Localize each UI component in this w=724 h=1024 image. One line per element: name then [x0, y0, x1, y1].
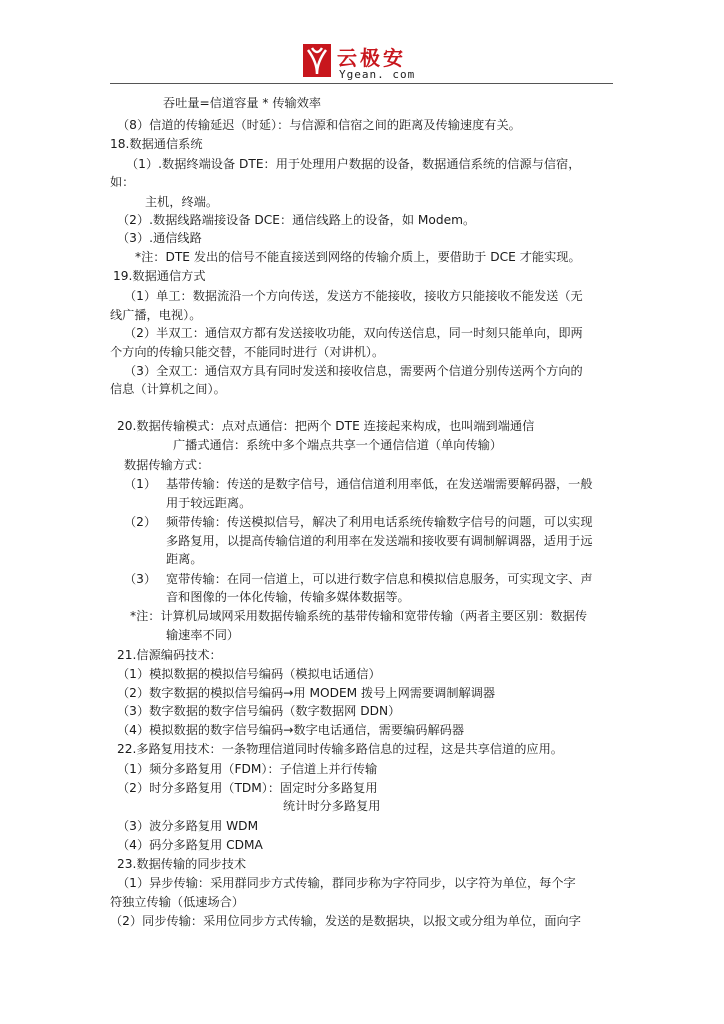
list-marker: （3）	[124, 572, 157, 586]
text-line: 输速率不同）	[166, 628, 240, 642]
header-logo	[303, 44, 433, 84]
text-line: 多路复用，以提高传输信道的利用率在发送端和接收要有调制解调器，适用于远	[166, 534, 593, 548]
text-line: 统计时分多路复用	[283, 799, 381, 813]
text-line: （1）异步传输：采用群同步方式传输，群同步称为字符同步，以字符为单位，每个字	[117, 876, 576, 890]
text-line: （1）模拟数据的模拟信号编码（模拟电话通信）	[117, 667, 381, 681]
header-rule	[110, 83, 613, 84]
list-marker: （1）	[124, 477, 157, 491]
list-marker: （2）	[124, 515, 157, 529]
text-line: （1）.数据终端设备 DTE：用于处理用户数据的设备，数据通信系统的信源与信宿，	[126, 157, 581, 171]
text-line: （2）半双工：通信双方都有发送接收功能，双向传送信息，同一时刻只能单向，即两	[124, 326, 583, 340]
text-line: （8）信道的传输延迟（时延）：与信源和信宿之间的距离及传输速度有关。	[117, 118, 521, 132]
text-line: （3）全双工：通信双方具有同时发送和接收信息，需要两个信道分别传送两个方向的	[124, 364, 583, 378]
text-line: 频带传输：传送模拟信号，解决了利用电话系统传输数字信号的问题，可以实现	[166, 515, 593, 529]
note-line: *注：DTE 发出的信号不能直接送到网络的传输介质上，要借助于 DCE 才能实现。	[135, 250, 581, 264]
text-line: 信息（计算机之间）。	[110, 382, 226, 396]
note-line: *注：计算机局域网采用数据传输系统的基带传输和宽带传输（两者主要区别：数据传	[130, 609, 588, 623]
logo-text: 云极安	[337, 46, 406, 70]
section-heading: 18.数据通信系统	[110, 137, 203, 151]
text-line: 距离。	[166, 552, 203, 566]
text-line: 用于较远距离。	[166, 496, 252, 510]
section-heading: 23.数据传输的同步技术	[117, 857, 247, 871]
text-line: （3）.通信线路	[117, 231, 202, 245]
text-line: （4）模拟数据的数字信号编码→数字电话通信，需要编码解码器	[117, 723, 465, 737]
text-line: （2）.数据线路端接设备 DCE：通信线路上的设备，如 Modem。	[117, 213, 476, 227]
text-line: 符独立传输（低速场合）	[110, 895, 245, 909]
text-line: （2）时分多路复用（TDM）：固定时分多路复用	[117, 781, 378, 795]
text-line: 主机，终端。	[145, 195, 219, 209]
section-heading: 21.信源编码技术：	[117, 648, 222, 662]
section-heading: 22.多路复用技术：一条物理信道同时传输多路信息的过程，这是共享信道的应用。	[117, 742, 563, 756]
text-line: 基带传输：传送的是数字信号，通信信道利用率低，在发送端需要解码器，一般	[166, 477, 593, 491]
text-line: （1）频分多路复用（FDM）：子信道上并行传输	[117, 762, 378, 776]
text-line: （3）数字数据的数字信号编码（数字数据网 DDN）	[117, 704, 401, 718]
ygean-logo-icon	[303, 44, 331, 77]
text-line: （4）码分多路复用 CDMA	[117, 838, 263, 852]
text-line: （2）同步传输：采用位同步方式传输，发送的是数据块，以报文或分组为单位，面向字	[110, 914, 581, 928]
section-heading: 20.数据传输模式：点对点通信：把两个 DTE 连接起来构成，也叫端到端通信	[117, 419, 535, 433]
text-line: 线广播，电视）。	[110, 308, 202, 322]
text-line: 吞吐量=信道容量 * 传输效率	[163, 96, 322, 110]
text-line: 个方向的传输只能交替，不能同时进行（对讲机）。	[110, 345, 385, 359]
text-line: 音和图像的一体化传输，传输多媒体数据等。	[166, 590, 410, 604]
text-line: 宽带传输：在同一信道上，可以进行数字信息和模拟信息服务，可实现文字、声	[166, 572, 593, 586]
logo-url: Ygean. com	[339, 68, 416, 81]
text-line: 如：	[110, 175, 135, 189]
text-line: （2）数字数据的模拟信号编码→用 MODEM 拨号上网需要调制解调器	[117, 686, 496, 700]
text-line: （3）波分多路复用 WDM	[117, 819, 259, 833]
text-line: 广播式通信：系统中多个端点共享一个通信信道（单向传输）	[173, 438, 503, 452]
text-line: （1）单工：数据流沿一个方向传送，发送方不能接收，接收方只能接收不能发送（无	[124, 289, 583, 303]
text-line: 数据传输方式：	[124, 458, 210, 472]
section-heading: 19.数据通信方式	[113, 269, 206, 283]
